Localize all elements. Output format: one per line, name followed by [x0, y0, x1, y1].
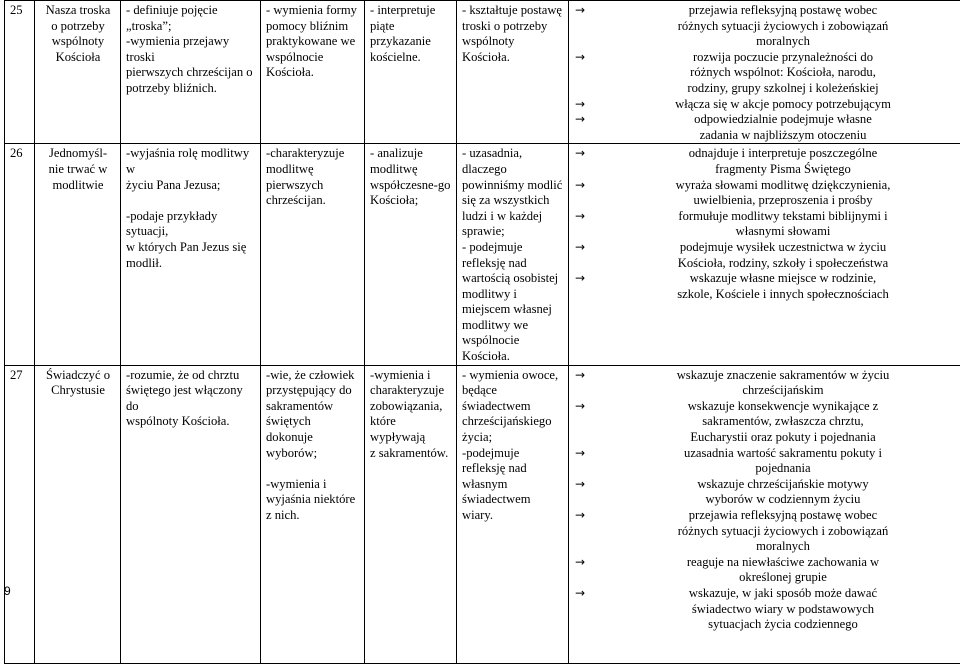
text-line: chrześcijańskiego [462, 414, 564, 430]
text-block [462, 368, 564, 524]
text-line: wspólnoty Kościoła. [126, 414, 256, 430]
goal-line: odnajduje i interpretuje poszczególne [610, 146, 956, 162]
goal-line: rodziny, grupy szkolnej i koleżeńskiej [610, 81, 956, 97]
goal-line: wyraża słowami modlitwę dziękczynienia, [610, 178, 956, 194]
text-line: w których Pan Jezus się [126, 240, 256, 256]
educational-goals [569, 1, 960, 144]
text-line: Kościoła. [266, 65, 360, 81]
text-line: sprawie; [462, 224, 564, 240]
text-block [370, 368, 452, 462]
text-line: współczesne-go [370, 178, 452, 194]
text-block [266, 477, 360, 524]
text-line: piąte [370, 19, 452, 35]
text-line: wyjaśnia niektóre [266, 492, 360, 508]
text-line: -wie, że człowiek [266, 368, 360, 384]
text-line: Kościoła. [462, 349, 564, 365]
goal-line: różnych sytuacji życiowych i zobowiązań [610, 19, 956, 35]
arrow-bullet-icon: → [575, 146, 585, 162]
text-line: Kościoła; [370, 193, 452, 209]
text-line: -rozumie, że od chrztu [126, 368, 256, 384]
text-line: potrzeby bliźnich. [126, 81, 256, 97]
goal-line: chrześcijańskim [610, 383, 956, 399]
requirements-c4 [261, 365, 365, 663]
text-line: życia; [462, 430, 564, 446]
goal-line: sakramentów, zwłaszcza chrztu, [610, 414, 956, 430]
arrow-bullet-icon: → [575, 50, 585, 66]
list-item [610, 399, 956, 446]
goal-line: sytuacjach życia codziennego [610, 617, 956, 633]
lesson-topic [35, 144, 121, 365]
text-block [126, 3, 256, 97]
text-line: - definiuje pojęcie [126, 3, 256, 19]
arrow-bullet-icon: → [575, 209, 585, 225]
text-line: refleksję nad [462, 256, 564, 272]
goal-line: szkole, Kościele i innych społecznościach [610, 287, 956, 303]
goal-line: uwielbienia, przeproszenia i prośby [610, 193, 956, 209]
text-line: świadectwem [462, 492, 564, 508]
requirements-c3 [121, 365, 261, 663]
goal-line: fragmenty Pisma Świętego [610, 162, 956, 178]
list-item [610, 240, 956, 271]
text-line: refleksję nad [462, 461, 564, 477]
text-line: - interpretuje [370, 3, 452, 19]
arrow-bullet-icon: → [575, 3, 585, 19]
text-block [126, 209, 256, 271]
requirements-c5 [365, 365, 457, 663]
text-line: pierwszych chrześcijan o [126, 65, 256, 81]
topic-line: Chrystusie [40, 383, 116, 399]
list-item [610, 477, 956, 508]
text-line: pomocy bliźnim [266, 19, 360, 35]
arrow-bullet-icon: → [575, 508, 585, 524]
list-item [610, 586, 956, 633]
text-line: chrześcijan. [266, 193, 360, 209]
goals-list [574, 146, 956, 302]
text-line: wspólnocie [462, 333, 564, 349]
goal-line: różnych sytuacji życiowych i zobowiązań [610, 524, 956, 540]
text-line: ludzi i w każdej [462, 209, 564, 225]
educational-goals [569, 144, 960, 365]
goal-line: wyborów w codziennym życiu [610, 492, 956, 508]
text-line: wspólnoty [462, 34, 564, 50]
text-block [462, 146, 564, 364]
goals-list [574, 3, 956, 143]
arrow-bullet-icon: → [575, 586, 585, 602]
goal-line: uzasadnia wartość sakramentu pokuty i [610, 446, 956, 462]
text-line: świadectwem [462, 399, 564, 415]
text-line: z nich. [266, 508, 360, 524]
text-line: -wymienia przejawy troski [126, 34, 256, 65]
text-line: modlitwy i [462, 287, 564, 303]
text-line: powinniśmy modlić [462, 178, 564, 194]
topic-line: nie trwać w [40, 162, 116, 178]
text-line: modlitwę [370, 162, 452, 178]
list-item [610, 3, 956, 50]
lesson-number: 26 [5, 144, 35, 365]
text-line: przystępujący do [266, 383, 360, 399]
text-line: praktykowane we [266, 34, 360, 50]
goal-line: formułuje modlitwy tekstami biblijnymi i [610, 209, 956, 225]
list-item [610, 209, 956, 240]
text-line: kościelne. [370, 50, 452, 66]
text-line: wyborów; [266, 446, 360, 462]
table-row [5, 1, 960, 144]
lesson-topic [35, 1, 121, 144]
arrow-bullet-icon: → [575, 477, 585, 493]
goal-line: przejawia refleksyjną postawę wobec [610, 508, 956, 524]
goal-line: rozwija poczucie przynależności do [610, 50, 956, 66]
goal-line: wskazuje chrześcijańskie motywy [610, 477, 956, 493]
text-line: -wymienia i [266, 477, 360, 493]
text-block [462, 3, 564, 65]
text-line: które wypływają [370, 414, 452, 445]
topic-line: Jednomyśl- [40, 146, 116, 162]
text-line: wiary. [462, 508, 564, 524]
text-line: z sakramentów. [370, 446, 452, 462]
goal-line: wskazuje, w jaki sposób może dawać [610, 586, 956, 602]
text-block [126, 146, 256, 193]
goal-line: wskazuje znaczenie sakramentów w życiu [610, 368, 956, 384]
requirements-c6 [457, 1, 569, 144]
text-line: -podaje przykłady sytuacji, [126, 209, 256, 240]
text-line: - podejmuje [462, 240, 564, 256]
table-row [5, 144, 960, 365]
text-line: - uzasadnia, [462, 146, 564, 162]
text-line: modlitwę [266, 162, 360, 178]
requirements-c6 [457, 144, 569, 365]
list-item [610, 508, 956, 555]
text-line: -wyjaśnia rolę modlitwy w [126, 146, 256, 177]
goal-line: przejawia refleksyjną postawę wobec [610, 3, 956, 19]
text-line: wspólnocie [266, 50, 360, 66]
arrow-bullet-icon: → [575, 368, 585, 384]
arrow-bullet-icon: → [575, 178, 585, 194]
text-line: -wymienia i [370, 368, 452, 384]
topic-line: wspólnoty [40, 34, 116, 50]
list-item [610, 178, 956, 209]
text-line: sakramentów [266, 399, 360, 415]
arrow-bullet-icon: → [575, 555, 585, 571]
arrow-bullet-icon: → [575, 240, 585, 256]
list-item [610, 112, 956, 143]
text-line: - kształtuje postawę [462, 3, 564, 19]
curriculum-table [4, 0, 960, 664]
text-line: zobowiązania, [370, 399, 452, 415]
requirements-c3 [121, 144, 261, 365]
text-block [126, 368, 256, 430]
text-line: się za wszystkich [462, 193, 564, 209]
goal-line: moralnych [610, 34, 956, 50]
goal-line: różnych wspólnot: Kościoła, narodu, [610, 65, 956, 81]
list-item [610, 368, 956, 399]
list-item [610, 50, 956, 97]
text-line: świętego jest włączony do [126, 383, 256, 414]
goal-line: moralnych [610, 539, 956, 555]
arrow-bullet-icon: → [575, 97, 585, 113]
topic-line: Nasza troska [40, 3, 116, 19]
goal-line: wskazuje konsekwencje wynikające z [610, 399, 956, 415]
list-item [610, 146, 956, 177]
text-line: dlaczego [462, 162, 564, 178]
requirements-c5 [365, 1, 457, 144]
educational-goals [569, 365, 960, 663]
text-line: wartością osobistej [462, 271, 564, 287]
goal-line: własnymi słowami [610, 224, 956, 240]
topic-line: Kościoła [40, 50, 116, 66]
text-line: miejscem własnej [462, 302, 564, 318]
page-number: 9 [4, 584, 11, 598]
text-line: będące [462, 383, 564, 399]
text-line: charakteryzuje [370, 383, 452, 399]
requirements-c5 [365, 144, 457, 365]
arrow-bullet-icon: → [575, 271, 585, 287]
text-line: troski o potrzeby [462, 19, 564, 35]
text-line: własnym [462, 477, 564, 493]
list-item [610, 555, 956, 586]
arrow-bullet-icon: → [575, 399, 585, 415]
goal-line: świadectwo wiary w podstawowych [610, 602, 956, 618]
lesson-number: 25 [5, 1, 35, 144]
lesson-number: 27 [5, 365, 35, 663]
goal-line: wskazuje własne miejsce w rodzinie, [610, 271, 956, 287]
requirements-c3 [121, 1, 261, 144]
lesson-topic [35, 365, 121, 663]
goal-line: określonej grupie [610, 570, 956, 586]
text-block [370, 146, 452, 208]
arrow-bullet-icon: → [575, 446, 585, 462]
list-item [610, 446, 956, 477]
goal-line: zadania w najbliższym otoczeniu [610, 128, 956, 144]
goal-line: reaguje na niewłaściwe zachowania w [610, 555, 956, 571]
goals-list [574, 368, 956, 633]
topic-line: Świadczyć o [40, 368, 116, 384]
text-line: „troska”; [126, 19, 256, 35]
text-line: modlił. [126, 256, 256, 272]
text-block [266, 368, 360, 462]
requirements-c6 [457, 365, 569, 663]
goal-line: włącza się w akcje pomocy potrzebującym [610, 97, 956, 113]
requirements-c4 [261, 1, 365, 144]
table-row [5, 365, 960, 663]
text-line: -podejmuje [462, 446, 564, 462]
arrow-bullet-icon: → [575, 112, 585, 128]
goal-line: podejmuje wysiłek uczestnictwa w życiu [610, 240, 956, 256]
text-line: pierwszych [266, 178, 360, 194]
text-block [266, 3, 360, 81]
topic-line: modlitwie [40, 178, 116, 194]
topic-line: o potrzeby [40, 19, 116, 35]
text-block [370, 3, 452, 65]
text-line: - wymienia formy [266, 3, 360, 19]
text-line: Kościoła. [462, 50, 564, 66]
goal-line: odpowiedzialnie podejmuje własne [610, 112, 956, 128]
goal-line: Kościoła, rodziny, szkoły i społeczeństwa [610, 256, 956, 272]
text-block [266, 146, 360, 208]
text-line: - wymienia owoce, [462, 368, 564, 384]
text-line: - analizuje [370, 146, 452, 162]
goal-line: pojednania [610, 461, 956, 477]
text-line: życiu Pana Jezusa; [126, 178, 256, 194]
text-line: przykazanie [370, 34, 452, 50]
list-item [610, 271, 956, 302]
text-line: świętych dokonuje [266, 414, 360, 445]
text-line: -charakteryzuje [266, 146, 360, 162]
goal-line: Eucharystii oraz pokuty i pojednania [610, 430, 956, 446]
requirements-c4 [261, 144, 365, 365]
list-item [610, 97, 956, 113]
text-line: modlitwy we [462, 318, 564, 334]
